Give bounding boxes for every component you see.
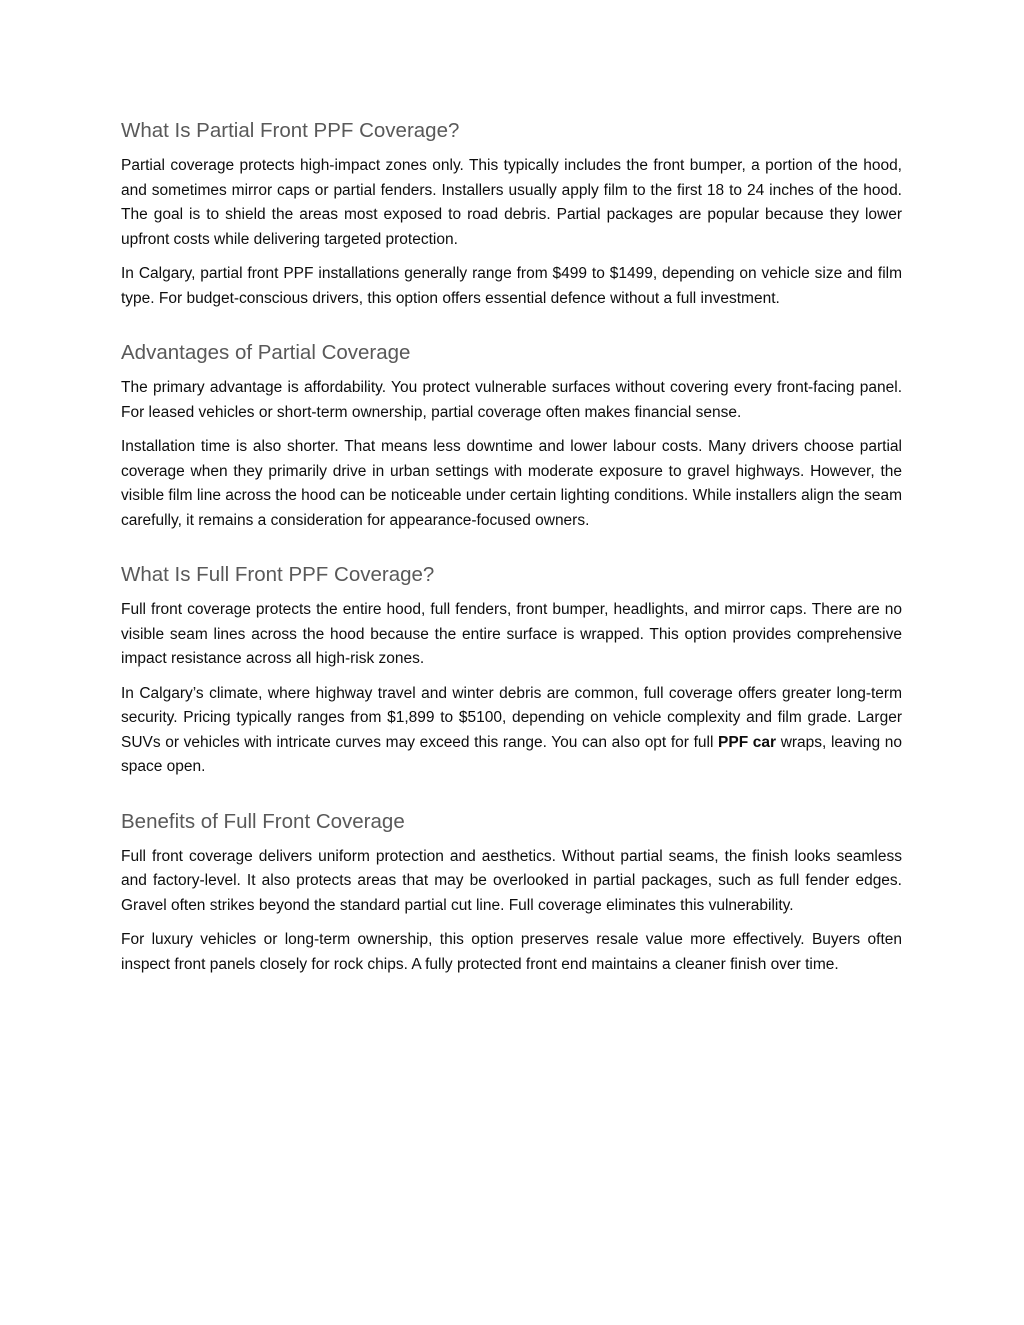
- text-run: wraps, leaving no space open.: [121, 733, 902, 775]
- paragraph: Partial coverage protects high-impact zones only. This typically includes the front bumper, a portion of the hood, and sometimes mirror caps or partial fenders. Installers usually apply film to the first 18 to 24 inches of the hood. The goal is to shield the areas most exposed to road debris. Partial packages are popular because they lower upfront costs while delivering targeted protection.: [121, 157, 902, 248]
- paragraph: Full front coverage protects the entire hood, full fenders, front bumper, headlights, and mirror caps. There are no visible seam lines across the hood because the entire surface is wrapped. This option provides comprehensive impact resistance across all high-risk zones.: [121, 601, 902, 667]
- section-heading: What Is Full Front PPF Coverage?: [121, 563, 435, 586]
- text-run: In Calgary’s climate, where highway travel and winter debris are common, full coverage offers greater long-term security. Pricing typically ranges from $1,899 to $5100, depending on vehicle complexity and film grade. Larger SUVs or vehicles with intricate curves may exceed this range. You can also opt for full: [121, 684, 902, 751]
- paragraph: Installation time is also shorter. That means less downtime and lower labour costs. Many drivers choose partial coverage when they primarily drive in urban settings with moderate exposure to gravel highways. However, the visible film line across the hood can be noticeable under certain lighting conditions. While installers align the seam carefully, it remains a consideration for appearance-focused owners.: [121, 438, 902, 529]
- bold-text-run: PPF car: [718, 733, 777, 751]
- paragraph: In Calgary, partial front PPF installations generally range from $499 to $1499, depending on vehicle size and film type. For budget-conscious drivers, this option offers essential defence without a full investment.: [121, 265, 902, 307]
- paragraph: Full front coverage delivers uniform protection and aesthetics. Without partial seams, the finish looks seamless and factory-level. It also protects areas that may be overlooked in partial packages, such as full fender edges. Gravel often strikes beyond the standard partial cut line. Full coverage eliminates this vulnerability.: [121, 847, 902, 914]
- section-heading: What Is Partial Front PPF Coverage?: [121, 119, 460, 142]
- document-content: [121, 117, 902, 987]
- paragraph: The primary advantage is affordability. You protect vulnerable surfaces without covering every front-facing panel. For leased vehicles or short-term ownership, partial coverage often makes financial sense.: [121, 379, 902, 421]
- paragraph: For luxury vehicles or long-term ownership, this option preserves resale value more effectively. Buyers often inspect front panels closely for rock chips. A fully protected front end maintains a cleaner finish over time.: [121, 931, 902, 973]
- section-heading: Benefits of Full Front Coverage: [121, 809, 405, 833]
- section-heading: Advantages of Partial Coverage: [121, 341, 411, 364]
- paragraph: [121, 682, 902, 780]
